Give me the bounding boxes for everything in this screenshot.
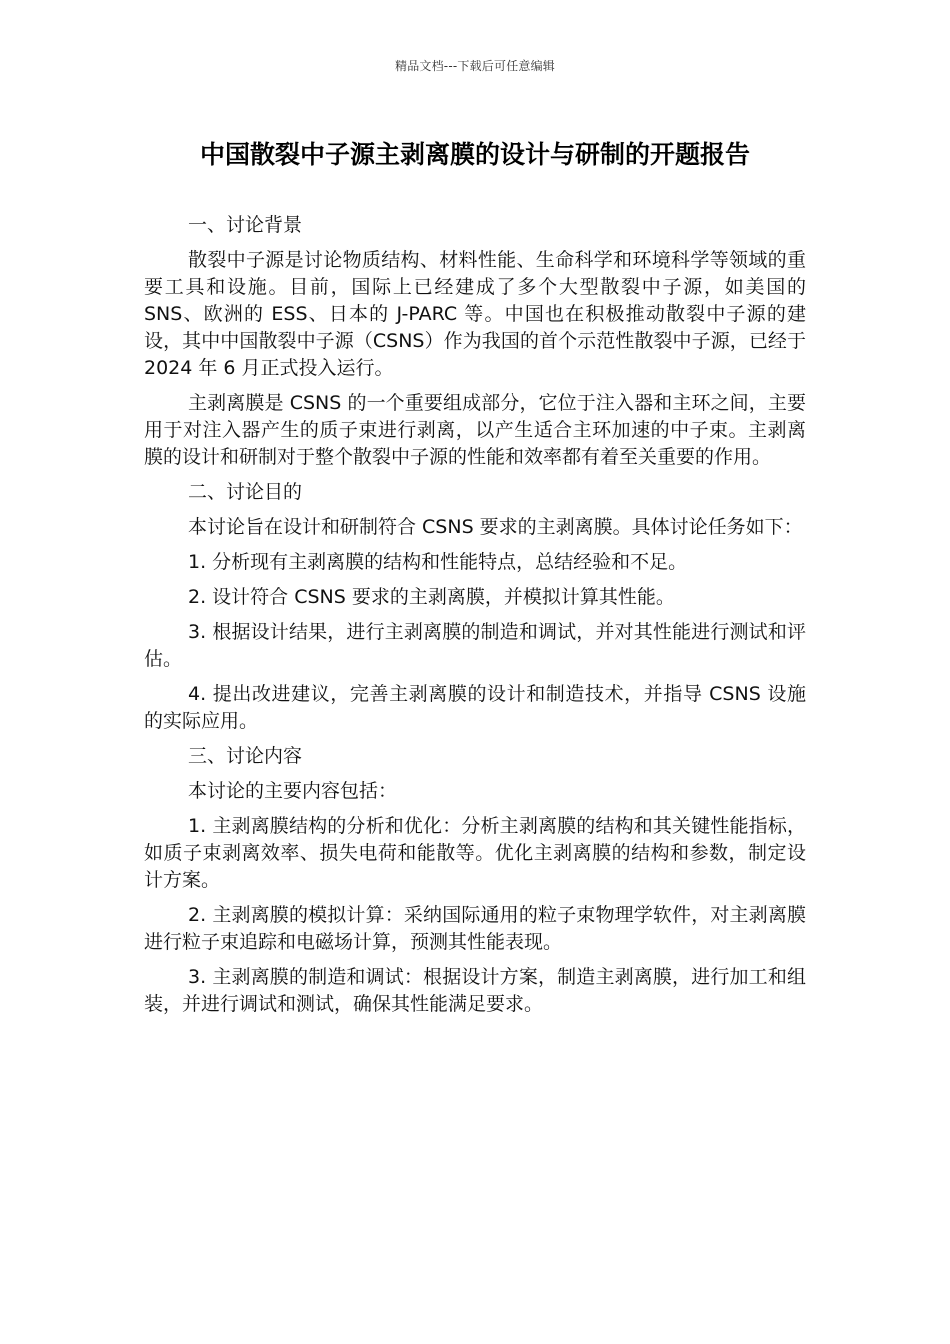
section-heading-purpose: 二、讨论目的: [188, 481, 303, 503]
list-item-content-3: 3. 主剥离膜的制造和调试：根据设计方案，制造主剥离膜，进行加工和组装，并进行调试和测试，确保其性能满足要求。: [144, 966, 806, 1015]
section-heading-content: 三、讨论内容: [188, 745, 303, 767]
paragraph-background-2: 主剥离膜是 CSNS 的一个重要组成部分，它位于注入器和主环之间，主要用于对注入器产生的质子束进行剥离，以产生适合主环加速的中子束。主剥离膜的设计和研制对于整个散裂中子源的性能和效率都有着至关重要的作用。: [144, 392, 806, 468]
document-title: 中国散裂中子源主剥离膜的设计与研制的开题报告: [199, 140, 750, 169]
list-item-purpose-4: 4. 提出改进建议，完善主剥离膜的设计和制造技术，并指导 CSNS 设施的实际应用。: [144, 683, 806, 732]
list-item-content-1: 1. 主剥离膜结构的分析和优化：分析主剥离膜的结构和其关键性能指标，如质子束剥离效率、损失电荷和能散等。优化主剥离膜的结构和参数，制定设计方案。: [144, 815, 806, 891]
list-item-purpose-3: 3. 根据设计结果，进行主剥离膜的制造和调试，并对其性能进行测试和评估。: [144, 621, 806, 670]
section-heading-background: 一、讨论背景: [188, 214, 303, 236]
header-note: 精品文档---下载后可任意编辑: [395, 59, 555, 73]
list-item-content-2: 2. 主剥离膜的模拟计算：采纳国际通用的粒子束物理学软件，对主剥离膜进行粒子束追踪和电磁场计算，预测其性能表现。: [144, 904, 806, 953]
document-body: [144, 212, 806, 1026]
paragraph-purpose-intro: 本讨论旨在设计和研制符合 CSNS 要求的主剥离膜。具体讨论任务如下：: [188, 516, 803, 538]
paragraph-background-1: 散裂中子源是讨论物质结构、材料性能、生命科学和环境科学等领域的重要工具和设施。目前，国际上已经建成了多个大型散裂中子源，如美国的 SNS、欧洲的 ESS、日本的 J-PARC 等。中国也在积极推动散裂中子源的建设，其中中国散裂中子源（CSNS）作为我国的首个示范性散裂中子源，已经于 2024 年 6 月正式投入运行。: [144, 249, 806, 379]
list-item-purpose-2: 2. 设计符合 CSNS 要求的主剥离膜，并模拟计算其性能。: [188, 586, 675, 608]
paragraph-content-intro: 本讨论的主要内容包括：: [188, 780, 398, 802]
list-item-purpose-1: 1. 分析现有主剥离膜的结构和性能特点，总结经验和不足。: [188, 551, 688, 573]
